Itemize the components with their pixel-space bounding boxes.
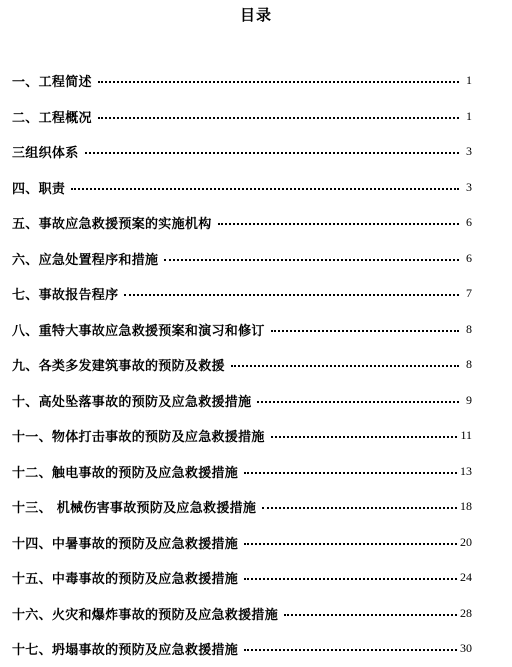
toc-entry-label: 十七、坍塌事故的预防及应急救援措施	[12, 643, 239, 659]
toc-entry-label: 六、应急处置程序和措施	[12, 252, 159, 268]
toc-entry-label: 九、各类多发建筑事故的预防及救援	[12, 359, 225, 375]
toc-entry-page: 1	[466, 108, 472, 123]
toc-entry-label: 五、事故应急救援预案的实施机构	[12, 217, 212, 233]
toc-leader-dots	[271, 329, 459, 332]
toc-entry-label: 三组织体系	[12, 146, 79, 162]
toc-leader-dots	[244, 471, 457, 474]
toc-entry-page: 11	[460, 428, 472, 443]
toc-entry-page: 30	[460, 641, 472, 656]
toc-entry-label: 十四、中暑事故的预防及应急救援措施	[12, 536, 239, 552]
toc-entry[interactable]	[12, 631, 472, 667]
toc-entry[interactable]	[12, 489, 472, 525]
toc-entry[interactable]	[12, 560, 472, 596]
toc-entry-label: 七、事故报告程序	[12, 288, 119, 304]
toc-entry-page: 6	[466, 215, 472, 230]
toc-entry[interactable]	[12, 241, 472, 277]
toc-list	[12, 63, 472, 667]
toc-entry[interactable]	[12, 205, 472, 241]
toc-leader-dots	[85, 151, 459, 154]
toc-entry-label: 十、高处坠落事故的预防及应急救援措施	[12, 394, 252, 410]
toc-leader-dots	[262, 506, 457, 509]
toc-entry-label: 一、工程简述	[12, 75, 92, 91]
toc-entry-label: 二、工程概况	[12, 110, 92, 126]
toc-leader-dots	[244, 542, 457, 545]
toc-entry[interactable]	[12, 383, 472, 419]
toc-entry-page: 3	[466, 144, 472, 159]
toc-entry-label: 十二、触电事故的预防及应急救援措施	[12, 465, 239, 481]
toc-entry-label: 十五、中毒事故的预防及应急救援措施	[12, 572, 239, 588]
toc-entry[interactable]	[12, 312, 472, 348]
toc-entry[interactable]	[12, 170, 472, 206]
toc-entry-page: 6	[466, 250, 472, 265]
toc-entry-page: 18	[460, 499, 472, 514]
toc-entry-page: 24	[460, 570, 472, 585]
toc-entry-page: 8	[466, 357, 472, 372]
toc-leader-dots	[284, 613, 457, 616]
toc-entry-page: 20	[460, 534, 472, 549]
toc-entry[interactable]	[12, 596, 472, 632]
toc-leader-dots	[124, 293, 459, 296]
toc-entry-page: 8	[466, 321, 472, 336]
toc-leader-dots	[71, 187, 459, 190]
toc-entry[interactable]	[12, 99, 472, 135]
toc-entry-label: 八、重特大事故应急救援预案和演习和修订	[12, 323, 265, 339]
toc-entry-label: 十三、 机械伤害事故预防及应急救援措施	[12, 501, 257, 517]
toc-leader-dots	[218, 222, 459, 225]
toc-leader-dots	[257, 400, 459, 403]
toc-entry[interactable]	[12, 525, 472, 561]
toc-entry-label: 四、职责	[12, 181, 66, 197]
toc-leader-dots	[231, 364, 459, 367]
toc-entry-label: 十一、物体打击事故的预防及应急救援措施	[12, 430, 265, 446]
toc-entry[interactable]	[12, 276, 472, 312]
toc-title: 目录	[239, 6, 272, 24]
toc-leader-dots	[164, 258, 459, 261]
toc-entry[interactable]	[12, 63, 472, 99]
toc-entry[interactable]	[12, 454, 472, 490]
toc-entry-label: 十六、火灾和爆炸事故的预防及应急救援措施	[12, 607, 279, 623]
toc-entry[interactable]	[12, 418, 472, 454]
toc-leader-dots	[244, 577, 457, 580]
toc-entry-page: 28	[460, 605, 472, 620]
toc-entry-page: 13	[460, 463, 472, 478]
toc-leader-dots	[271, 435, 458, 438]
toc-entry[interactable]	[12, 347, 472, 383]
toc-leader-dots	[98, 80, 459, 83]
toc-entry[interactable]	[12, 134, 472, 170]
toc-leader-dots	[98, 116, 459, 119]
toc-entry-page: 1	[466, 73, 472, 88]
toc-entry-page: 7	[466, 286, 472, 301]
toc-entry-page: 3	[466, 179, 472, 194]
toc-entry-page: 9	[466, 392, 472, 407]
